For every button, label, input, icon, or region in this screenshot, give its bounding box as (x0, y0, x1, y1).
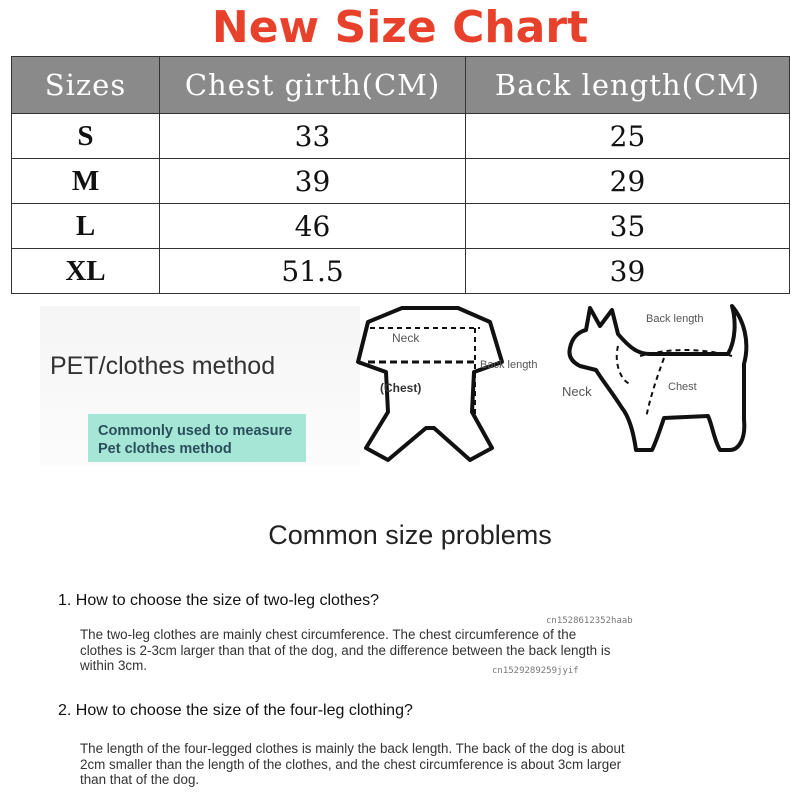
answer-line: clothes is 2-3cm larger than that of the dog, and the difference between the back length is (80, 642, 611, 658)
back-length-label: Back length (480, 359, 538, 371)
back-cell: 39 (466, 249, 790, 294)
chest-label: Chest (668, 381, 697, 393)
answer-line: 2cm smaller than the length of the clothes, and the chest circumference is about 3cm larger (80, 756, 622, 772)
faq-title: Common size problems (268, 520, 552, 550)
size-cell: L (12, 204, 160, 249)
size-cell: M (12, 159, 160, 204)
method-label: PET/clothes method (50, 352, 276, 380)
clothes-diagram (330, 300, 555, 470)
neck-label: Neck (562, 384, 592, 399)
watermark-text: cn1528612352haab (546, 616, 633, 626)
back-cell: 25 (466, 114, 790, 159)
watermark-text: cn1529289259jyif (492, 666, 579, 676)
answer-line: The length of the four-legged clothes is mainly the back length. The back of the dog is about (80, 741, 625, 756)
faq-question-2: 2. How to choose the size of the four-leg clothing? (58, 702, 413, 719)
size-cell: S (12, 114, 160, 159)
table-header-row (12, 57, 790, 114)
page-title: New Size Chart (211, 2, 589, 53)
chest-dashed-line (646, 358, 664, 418)
chest-cell: 51.5 (160, 249, 466, 294)
faq-answer-2 (80, 741, 700, 788)
faq-question-1: 1. How to choose the size of two-leg clothes? (58, 592, 380, 609)
table-row (12, 159, 790, 204)
measure-note-line: Commonly used to measure (98, 423, 293, 439)
back-cell: 29 (466, 159, 790, 204)
dog-diagram (560, 300, 760, 460)
neck-label: Neck (392, 331, 420, 345)
chest-cell: 39 (160, 159, 466, 204)
header-sizes: Sizes (12, 57, 160, 114)
back-length-label: Back length (646, 313, 704, 325)
header-back-length: Back length(CM) (466, 57, 790, 114)
measure-note (88, 414, 306, 462)
chest-cell: 33 (160, 114, 466, 159)
neck-dashed-line (617, 346, 630, 384)
answer-line: than that of the dog. (80, 772, 200, 787)
measure-note-line: Pet clothes method (98, 441, 232, 457)
table-row (12, 249, 790, 294)
back-cell: 35 (466, 204, 790, 249)
chest-label: (Chest) (380, 381, 422, 395)
size-chart-table (11, 56, 790, 294)
header-chest-girth: Chest girth(CM) (160, 57, 466, 114)
size-cell: XL (12, 249, 160, 294)
chest-cell: 46 (160, 204, 466, 249)
table-row (12, 204, 790, 249)
table-row (12, 114, 790, 159)
faq-answer-1 (80, 627, 700, 674)
answer-line: The two-leg clothes are mainly chest circumference. The chest circumference of the (80, 627, 577, 642)
answer-line: within 3cm. (80, 658, 147, 673)
